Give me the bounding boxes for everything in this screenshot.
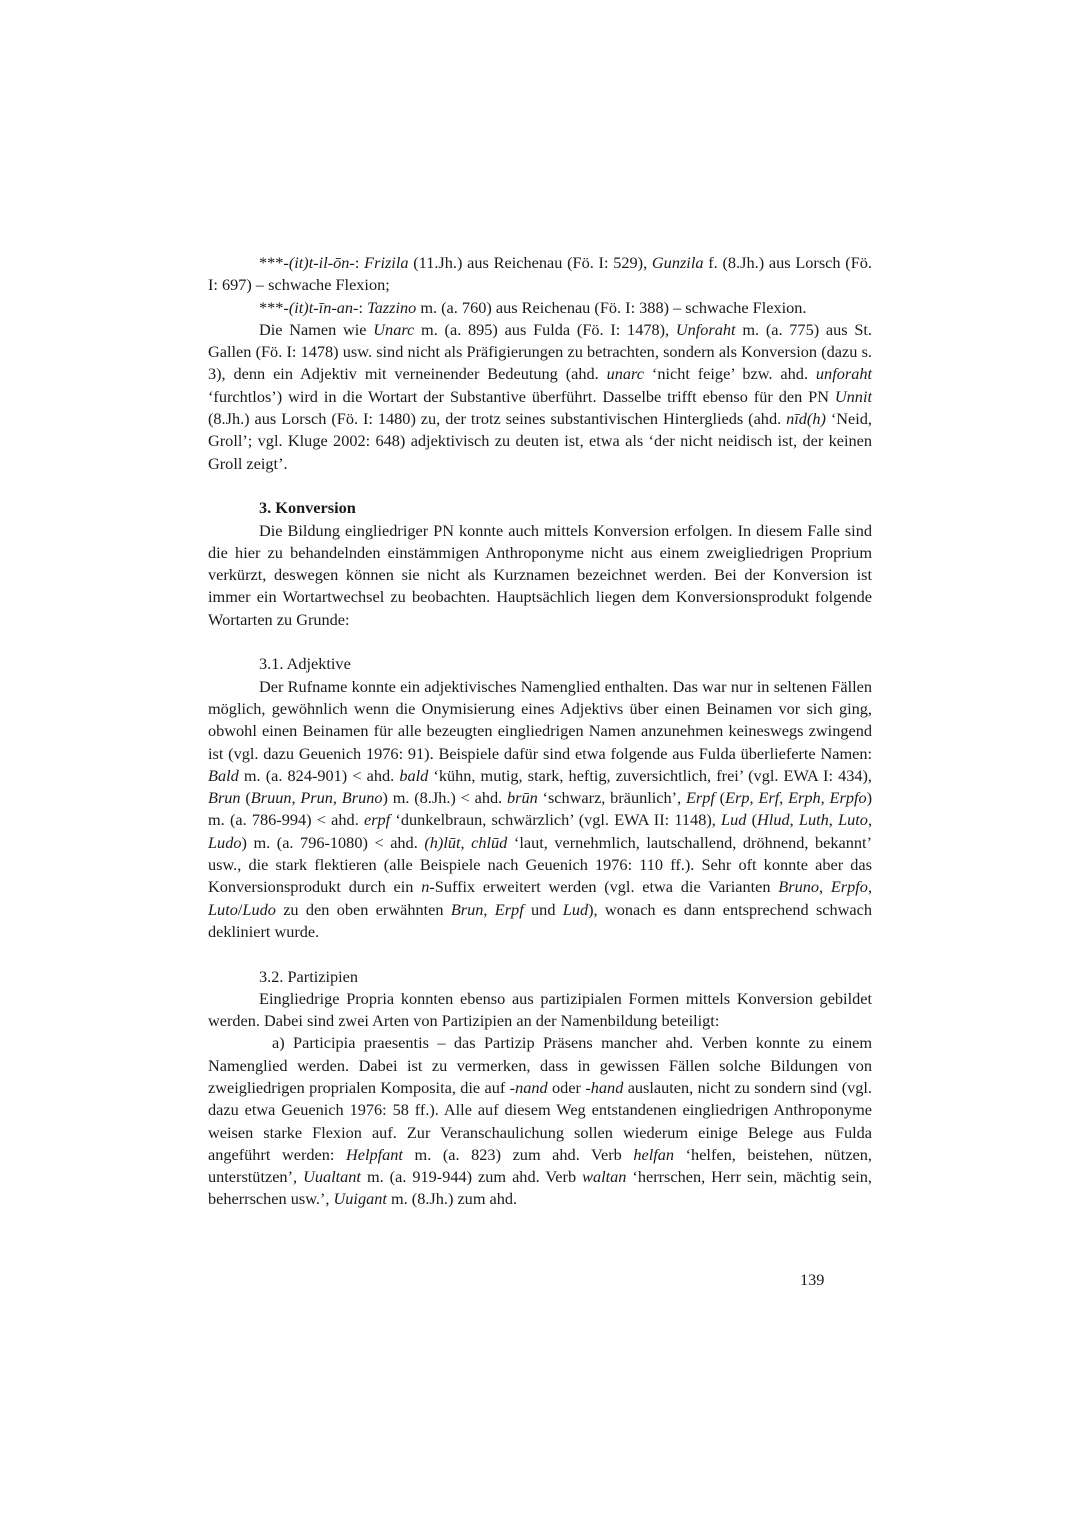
subsection-heading-adjektive: 3.1. Adjektive [259, 654, 351, 674]
italic-term: Luto [838, 810, 868, 830]
italic-term: Unarc [373, 319, 415, 339]
italic-term: Prun [300, 788, 333, 808]
italic-term: Bruno [341, 788, 383, 808]
italic-term: Luto [208, 899, 238, 919]
italic-term: (it)t-īn-an- [288, 297, 359, 317]
italic-term: Brun [208, 788, 241, 808]
italic-term: chlūd [471, 832, 508, 852]
italic-term: brūn [506, 788, 538, 808]
italic-term: nīd(h) [786, 409, 826, 429]
italic-term: Hlud [757, 810, 790, 830]
italic-term: bald [399, 765, 429, 785]
italic-term: Frizila [364, 253, 409, 272]
spacer [208, 631, 872, 653]
spacer [208, 943, 872, 965]
italic-term: Tazzino [367, 297, 417, 317]
spacer [208, 475, 872, 497]
paragraph-participia-praesentis: a) Participia praesentis – das Partizip Präsens mancher ahd. Verben konnte zu einem Namenglied werden. Dabei ist zu vermerken, dass in gewissen Fällen solche Bildungen von zweigliedrigen proprialen Komposita, die auf -nand oder -hand auslauten, nicht zu sondern sind (vgl. dazu etwa Geuenich 1976: 58 ff.). Alle auf diesem Weg entstandenen eingliedrigen Anthroponyme weisen starke Flexion auf. Zur Veranschaulichung sollen wiederum einige Belege aus Fulda angeführt werden: Helpfant m. (a. 823) zum ahd. Verb helfan ‘helfen, beistehen, nützen, unterstützen’, Uualtant m. (a. 919-944) zum ahd. Verb waltan ‘herrschen, Herr sein, mächtig sein, beherrschen usw.’, Uuigant m. (8.Jh.) zum ahd. [208, 1033, 872, 1209]
italic-term: Lud [721, 810, 747, 830]
italic-term: nand [515, 1077, 548, 1097]
page-number: 139 [800, 1270, 825, 1289]
italic-term: Bald [208, 765, 239, 785]
italic-term: Uualtant [303, 1167, 361, 1187]
italic-term: Unnit [834, 386, 872, 406]
italic-term: (it)t-il-ōn- [288, 253, 355, 272]
italic-term: helfan [633, 1144, 675, 1164]
italic-term: n [421, 877, 430, 897]
italic-term: Unforaht [675, 319, 736, 339]
italic-term: Bruno [778, 877, 819, 897]
italic-term: unarc [606, 364, 644, 384]
italic-term: Lud [562, 899, 589, 919]
paragraph-suffix-in-an: ***-(it)t-īn-an-: Tazzino m. (a. 760) aus Reichenau (Fö. I: 388) – schwache Flexion. [259, 297, 807, 317]
paragraph-konversion-intro: Die Bildung eingliedriger PN konnte auch mittels Konversion erfolgen. In diesem Falle sind die hier zu behandelnden einstämmigen Anthroponyme nicht aus einem zweigliedrigen Proprium verkürzt, deswegen können sie nicht als Kurznamen bezeichnet werden. Bei der Konversion ist immer ein Wortartwechsel zu beobachten. Hauptsächlich liegen dem Konversionsprodukt folgende Wortarten zu Grunde: [208, 520, 872, 629]
italic-term: Erf [758, 788, 780, 808]
italic-term: Brun [450, 899, 484, 919]
italic-term: Erpfo [829, 788, 867, 808]
paragraph-partizipien-intro: Eingliedrige Propria konnten ebenso aus partizipialen Formen mittels Konversion gebildet werden. Dabei sind zwei Arten von Partizipien an der Namenbildung beteiligt: [208, 988, 872, 1031]
italic-term: waltan [582, 1167, 627, 1187]
italic-term: unforaht [815, 364, 872, 384]
italic-term: Erpfo [830, 877, 868, 897]
paragraph-suffix-il-on: ***-(it)t-il-ōn-: Frizila (11.Jh.) aus Reichenau (Fö. I: 529), Gunzila f. (8.Jh.) aus Lorsch (Fö. I: 697) – schwache Flexion; [208, 253, 872, 295]
italic-term: Ludo [208, 832, 242, 852]
italic-term: Helpfant [345, 1144, 403, 1164]
italic-term: Erp [725, 788, 750, 808]
body-text [208, 252, 872, 1211]
italic-term: Erph [788, 788, 821, 808]
italic-term: Uuigant [333, 1189, 387, 1209]
subsection-heading-partizipien: 3.2. Partizipien [259, 966, 359, 986]
italic-term: hand [590, 1077, 624, 1097]
italic-term: Erpf [685, 788, 715, 808]
italic-term: erpf [363, 810, 391, 830]
italic-term: Luth [798, 810, 829, 830]
italic-term: Bruun [250, 788, 292, 808]
italic-term: Erpf [494, 899, 524, 919]
section-heading-konversion: 3. Konversion [259, 498, 356, 518]
italic-term: Gunzila [651, 253, 704, 272]
paragraph-negation-names: Die Namen wie Unarc m. (a. 895) aus Fulda (Fö. I: 1478), Unforaht m. (a. 775) aus St. Gallen (Fö. I: 1478) usw. sind nicht als Präfigierungen zu betrachten, sondern als Konversion (dazu s. 3), denn ein Adjektiv mit verneinender Bedeutung (ahd. unarc ‘nicht feige’ bzw. ahd. unforaht ‘furchtlos’) wird in die Wortart der Substantive überführt. Dasselbe trifft ebenso für den PN Unnit (8.Jh.) aus Lorsch (Fö. I: 1480) zu, der trotz seines substantivischen Hinterglieds (ahd. nīd(h) ‘Neid, Groll’; vgl. Kluge 2002: 648) adjektivisch zu deuten ist, etwa als ‘der nicht neidisch ist, der keinen Groll zeigt’. [208, 319, 872, 473]
italic-term: Ludo [242, 899, 276, 919]
paragraph-adjektive: Der Rufname konnte ein adjektivisches Namenglied enthalten. Das war nur in seltenen Fällen möglich, gewöhnlich wenn die Onymisierung eines Adjektivs über einen Beinamen vor sich ging, obwohl einen Beinamen für alle bezeugten eingliedrigen Namen anzunehmen keineswegs zwingend ist (vgl. dazu Geuenich 1976: 91). Beispiele dafür sind etwa folgende aus Fulda überlieferte Namen: Bald m. (a. 824-901) < ahd. bald ‘kühn, mutig, stark, heftig, zuversichtlich, frei’ (vgl. EWA I: 434), Brun (Bruun, Prun, Bruno) m. (8.Jh.) < ahd. brūn ‘schwarz, bräunlich’, Erpf (Erp, Erf, Erph, Erpfo) m. (a. 786-994) < ahd. erpf ‘dunkelbraun, schwärzlich’ (vgl. EWA II: 1148), Lud (Hlud, Luth, Luto, Ludo) m. (a. 796-1080) < ahd. (h)lūt, chlūd ‘laut, vernehmlich, lautschallend, dröhnend, bekannt’ usw., die stark flektieren (alle Beispiele nach Geuenich 1976: 110 ff.). Sehr oft konnte aber das Konversionsprodukt durch ein n-Suffix erweitert werden (vgl. etwa die Varianten Bruno, Erpfo, Luto/Ludo zu den oben erwähnten Brun, Erpf und Lud), wonach es dann entsprechend schwach dekliniert wurde. [208, 676, 873, 941]
italic-term: (h)lūt [424, 832, 461, 852]
